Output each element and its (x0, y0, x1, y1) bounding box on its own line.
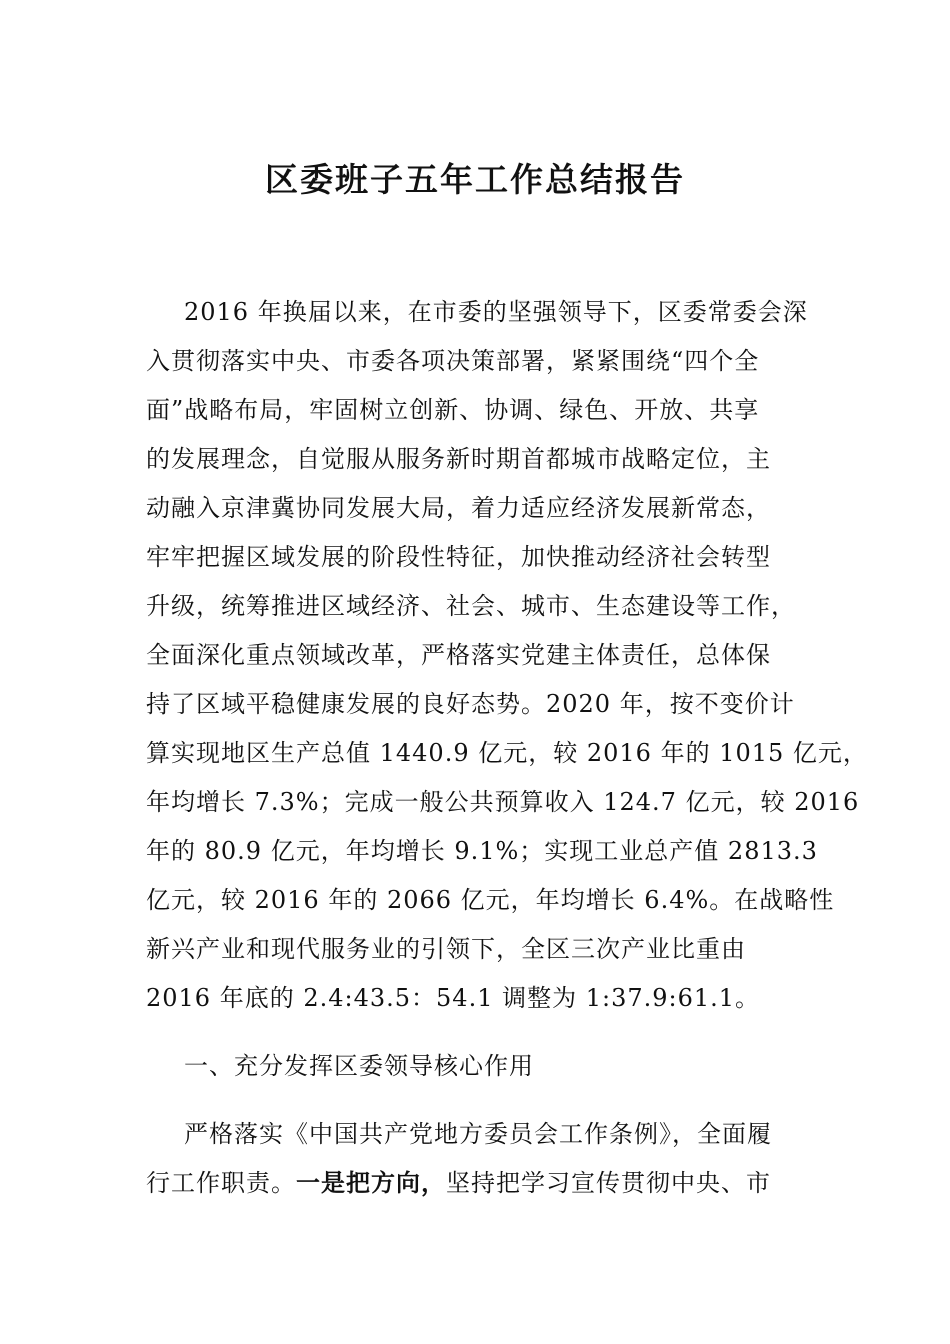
intro-line-12: 年的 80.9 亿元，年均增长 9.1%；实现工业总产值 2813.3 (146, 837, 818, 865)
emphasis-phrase: 一是把方向， (296, 1168, 446, 1197)
intro-line-2: 入贯彻落实中央、市委各项决策部署，紧紧围绕“四个全 (146, 347, 760, 375)
intro-line-7: 升级，统筹推进区域经济、社会、城市、生态建设等工作， (146, 592, 796, 620)
section-line-2-prefix: 行工作职责。 (146, 1169, 296, 1197)
intro-line-15: 2016 年底的 2.4:43.5：54.1 调整为 1:37.9:61.1。 (146, 984, 761, 1012)
section-line-2 (146, 1163, 771, 1203)
section-heading: 一、充分发挥区委领导核心作用 (184, 1052, 534, 1080)
intro-line-14: 新兴产业和现代服务业的引领下，全区三次产业比重由 (146, 935, 746, 963)
intro-line-6: 牢牢把握区域发展的阶段性特征，加快推动经济社会转型 (146, 543, 771, 571)
intro-line-3: 面”战略布局，牢固树立创新、协调、绿色、开放、共享 (146, 396, 760, 424)
section-line-2-rest: 坚持把学习宣传贯彻中央、市 (446, 1169, 771, 1197)
intro-line-9: 持了区域平稳健康发展的良好态势。2020 年，按不变价计 (146, 690, 795, 718)
intro-line-10: 算实现地区生产总值 1440.9 亿元，较 2016 年的 1015 亿元， (146, 739, 868, 767)
intro-line-11: 年均增长 7.3%；完成一般公共预算收入 124.7 亿元，较 2016 (146, 788, 860, 816)
intro-line-13: 亿元，较 2016 年的 2066 亿元，年均增长 6.4%。在战略性 (146, 886, 835, 914)
intro-line-5: 动融入京津冀协同发展大局，着力适应经济发展新常态， (146, 494, 771, 522)
document-title: 区委班子五年工作总结报告 (265, 160, 685, 199)
intro-line-8: 全面深化重点领域改革，严格落实党建主体责任，总体保 (146, 641, 771, 669)
intro-line-4: 的发展理念，自觉服从服务新时期首都城市战略定位，主 (146, 445, 771, 473)
section-line-1: 严格落实《中国共产党地方委员会工作条例》，全面履 (184, 1120, 772, 1148)
intro-line-1: 2016 年换届以来，在市委的坚强领导下，区委常委会深 (184, 298, 808, 326)
